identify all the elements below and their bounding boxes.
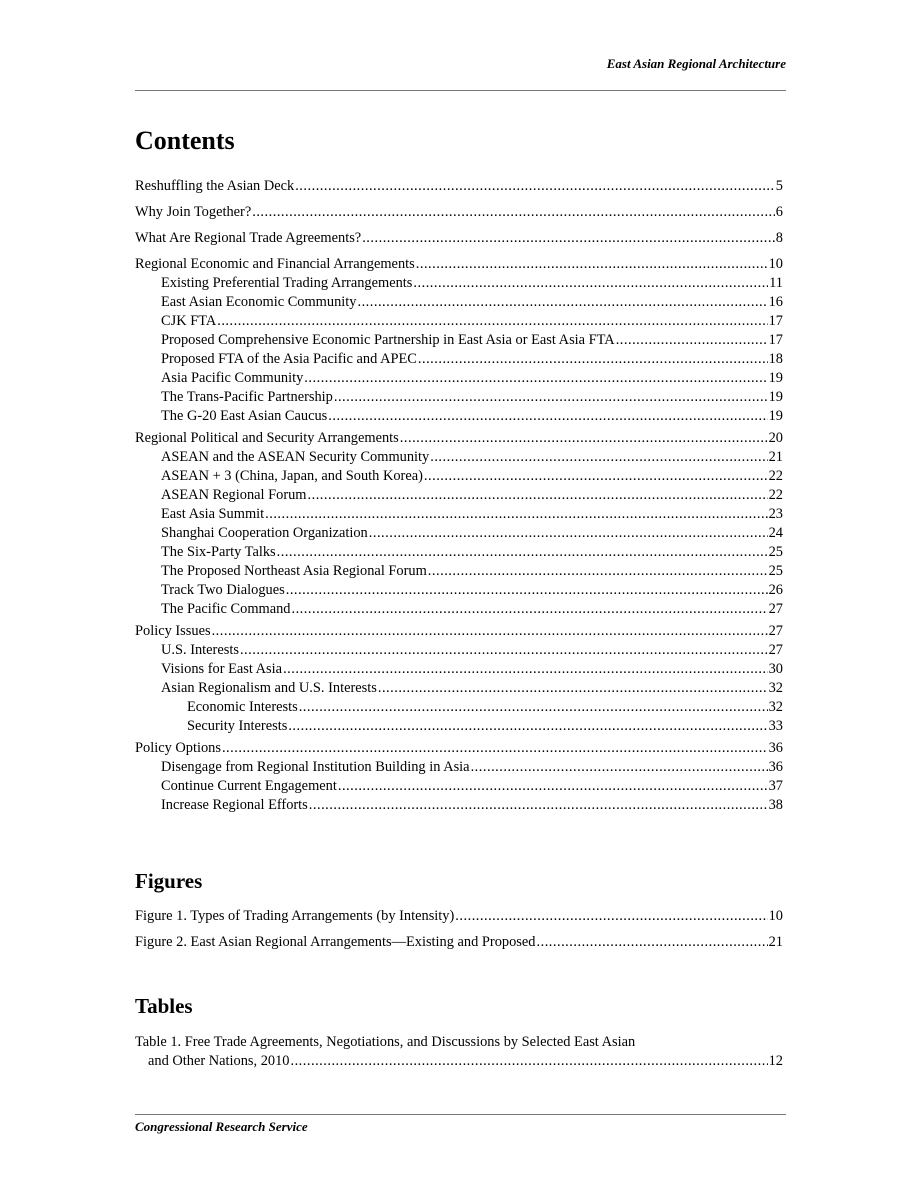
header-divider [135, 90, 786, 91]
toc-entry[interactable]: East Asian Economic Community ..... 16 [135, 293, 783, 312]
running-header-title: East Asian Regional Architecture [606, 56, 786, 71]
toc-entry[interactable]: Increase Regional Efforts ..... 38 [135, 796, 783, 815]
table-entry-line1: Table 1. Free Trade Agreements, Negotiations, and Discussions by Selected East Asian [135, 1034, 636, 1050]
toc-entry[interactable]: ASEAN Regional Forum ..... 22 [135, 486, 783, 505]
toc-entry[interactable]: Proposed FTA of the Asia Pacific and APEC ..... 18 [135, 350, 783, 369]
contents-list [135, 177, 783, 815]
table-entry[interactable] [135, 1033, 783, 1071]
toc-entry[interactable]: The Pacific Command ..... 27 [135, 600, 783, 619]
footer-divider [135, 1114, 786, 1115]
toc-entry[interactable]: ASEAN + 3 (China, Japan, and South Korea) ..... 22 [135, 467, 783, 486]
toc-entry[interactable]: East Asia Summit ..... 23 [135, 505, 783, 524]
toc-entry[interactable]: The Trans-Pacific Partnership ..... 19 [135, 388, 783, 407]
figures-heading: Figures [135, 869, 203, 893]
toc-entry[interactable]: Regional Political and Security Arrangements ..... 20 [135, 429, 783, 448]
toc-entry[interactable]: Asia Pacific Community ..... 19 [135, 369, 783, 388]
toc-entry[interactable]: ASEAN and the ASEAN Security Community ..... 21 [135, 448, 783, 467]
toc-entry[interactable]: Existing Preferential Trading Arrangements ..... 11 [135, 274, 783, 293]
toc-entry[interactable]: CJK FTA ..... 17 [135, 312, 783, 331]
figure-entry[interactable]: Figure 2. East Asian Regional Arrangements—Existing and Proposed ..... 21 [135, 933, 783, 952]
toc-entry[interactable]: Proposed Comprehensive Economic Partnership in East Asia or East Asia FTA ..... 17 [135, 331, 783, 350]
tables-list [135, 1033, 783, 1071]
toc-entry[interactable]: Policy Issues ..... 27 [135, 622, 783, 641]
toc-entry[interactable]: The G-20 East Asian Caucus ..... 19 [135, 407, 783, 426]
toc-entry[interactable]: Track Two Dialogues ..... 26 [135, 581, 783, 600]
toc-entry[interactable]: Continue Current Engagement ..... 37 [135, 777, 783, 796]
toc-entry[interactable]: Why Join Together? ..... 6 [135, 203, 783, 222]
toc-entry[interactable]: Regional Economic and Financial Arrangements ..... 10 [135, 255, 783, 274]
toc-entry[interactable]: Security Interests ..... 33 [135, 717, 783, 736]
contents-heading: Contents [135, 126, 235, 155]
toc-entry[interactable]: U.S. Interests ..... 27 [135, 641, 783, 660]
toc-entry[interactable]: Shanghai Cooperation Organization ..... 24 [135, 524, 783, 543]
figure-entry[interactable]: Figure 1. Types of Trading Arrangements (by Intensity) ..... 10 [135, 907, 783, 926]
toc-entry[interactable]: Asian Regionalism and U.S. Interests ..... 32 [135, 679, 783, 698]
toc-entry[interactable]: Policy Options ..... 36 [135, 739, 783, 758]
table-entry-line2: and Other Nations, 2010 ..... 12 [135, 1052, 783, 1071]
toc-entry[interactable]: Visions for East Asia ..... 30 [135, 660, 783, 679]
toc-entry[interactable]: The Proposed Northeast Asia Regional Forum ..... 25 [135, 562, 783, 581]
tables-heading: Tables [135, 994, 193, 1018]
toc-entry[interactable]: Disengage from Regional Institution Building in Asia ..... 36 [135, 758, 783, 777]
toc-entry[interactable]: The Six-Party Talks ..... 25 [135, 543, 783, 562]
toc-entry[interactable]: What Are Regional Trade Agreements? ..... 8 [135, 229, 783, 248]
toc-entry[interactable]: Reshuffling the Asian Deck ..... 5 [135, 177, 783, 196]
footer-publisher: Congressional Research Service [135, 1119, 308, 1134]
toc-entry[interactable]: Economic Interests ..... 32 [135, 698, 783, 717]
figures-list [135, 907, 783, 952]
